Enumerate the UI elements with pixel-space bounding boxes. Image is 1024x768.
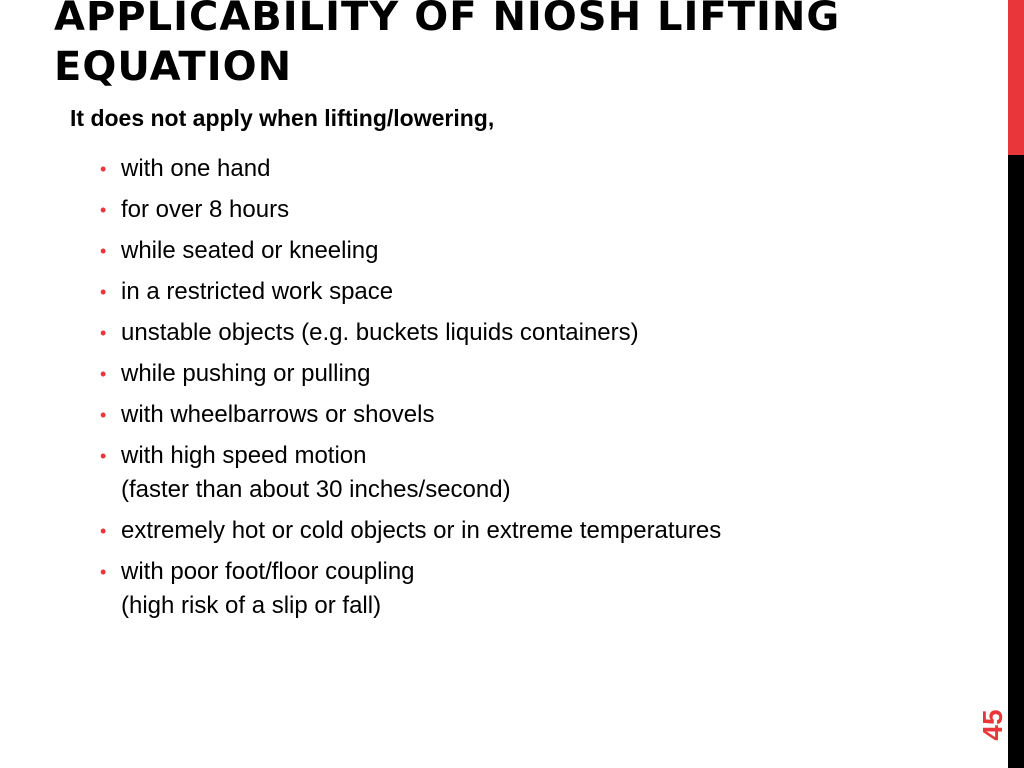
bullet-text-line: with high speed motion [121, 442, 367, 469]
bullet-dot-icon: • [100, 521, 107, 541]
bullet-item [100, 316, 721, 350]
bullet-item [100, 234, 721, 268]
bullet-dot-icon: • [100, 200, 107, 220]
slide-title [54, 0, 954, 92]
bullet-text-line: with poor foot/floor coupling [121, 558, 415, 585]
bullet-item [100, 514, 721, 548]
bullet-item [100, 357, 721, 391]
slide-title-line-2: EQUATION [54, 44, 293, 90]
bullet-text-line: while seated or kneeling [121, 237, 379, 264]
bullet-dot-icon: • [100, 405, 107, 425]
bullet-text-line: (faster than about 30 inches/second) [121, 476, 511, 503]
bullet-dot-icon: • [100, 282, 107, 302]
bullet-dot-icon: • [100, 241, 107, 261]
bullet-item [100, 152, 721, 186]
bullet-item [100, 275, 721, 309]
bullet-dot-icon: • [100, 323, 107, 343]
bullet-text-line: for over 8 hours [121, 196, 290, 223]
bullet-list [100, 152, 721, 630]
slide-title-line-1: APPLICABILITY OF NIOSH LIFTING [54, 0, 841, 40]
side-bar-accent [1008, 0, 1024, 155]
bullet-text-line: in a restricted work space [121, 278, 394, 305]
bullet-text-line: (high risk of a slip or fall) [121, 592, 382, 619]
side-bar [1008, 0, 1024, 768]
bullet-dot-icon: • [100, 446, 107, 466]
bullet-dot-icon: • [100, 159, 107, 179]
bullet-text-line: with wheelbarrows or shovels [121, 401, 435, 428]
bullet-text-line: with one hand [121, 155, 271, 182]
bullet-item [100, 555, 721, 623]
bullet-dot-icon: • [100, 562, 107, 582]
page-number: 45 [977, 709, 1008, 741]
slide-subtitle: It does not apply when lifting/lowering, [70, 105, 495, 131]
bullet-text-line: unstable objects (e.g. buckets liquids containers) [121, 319, 639, 346]
bullet-text-line: extremely hot or cold objects or in extreme temperatures [121, 517, 722, 544]
bullet-item [100, 398, 721, 432]
bullet-text-line: while pushing or pulling [121, 360, 371, 387]
bullet-item [100, 439, 721, 507]
bullet-dot-icon: • [100, 364, 107, 384]
bullet-item [100, 193, 721, 227]
